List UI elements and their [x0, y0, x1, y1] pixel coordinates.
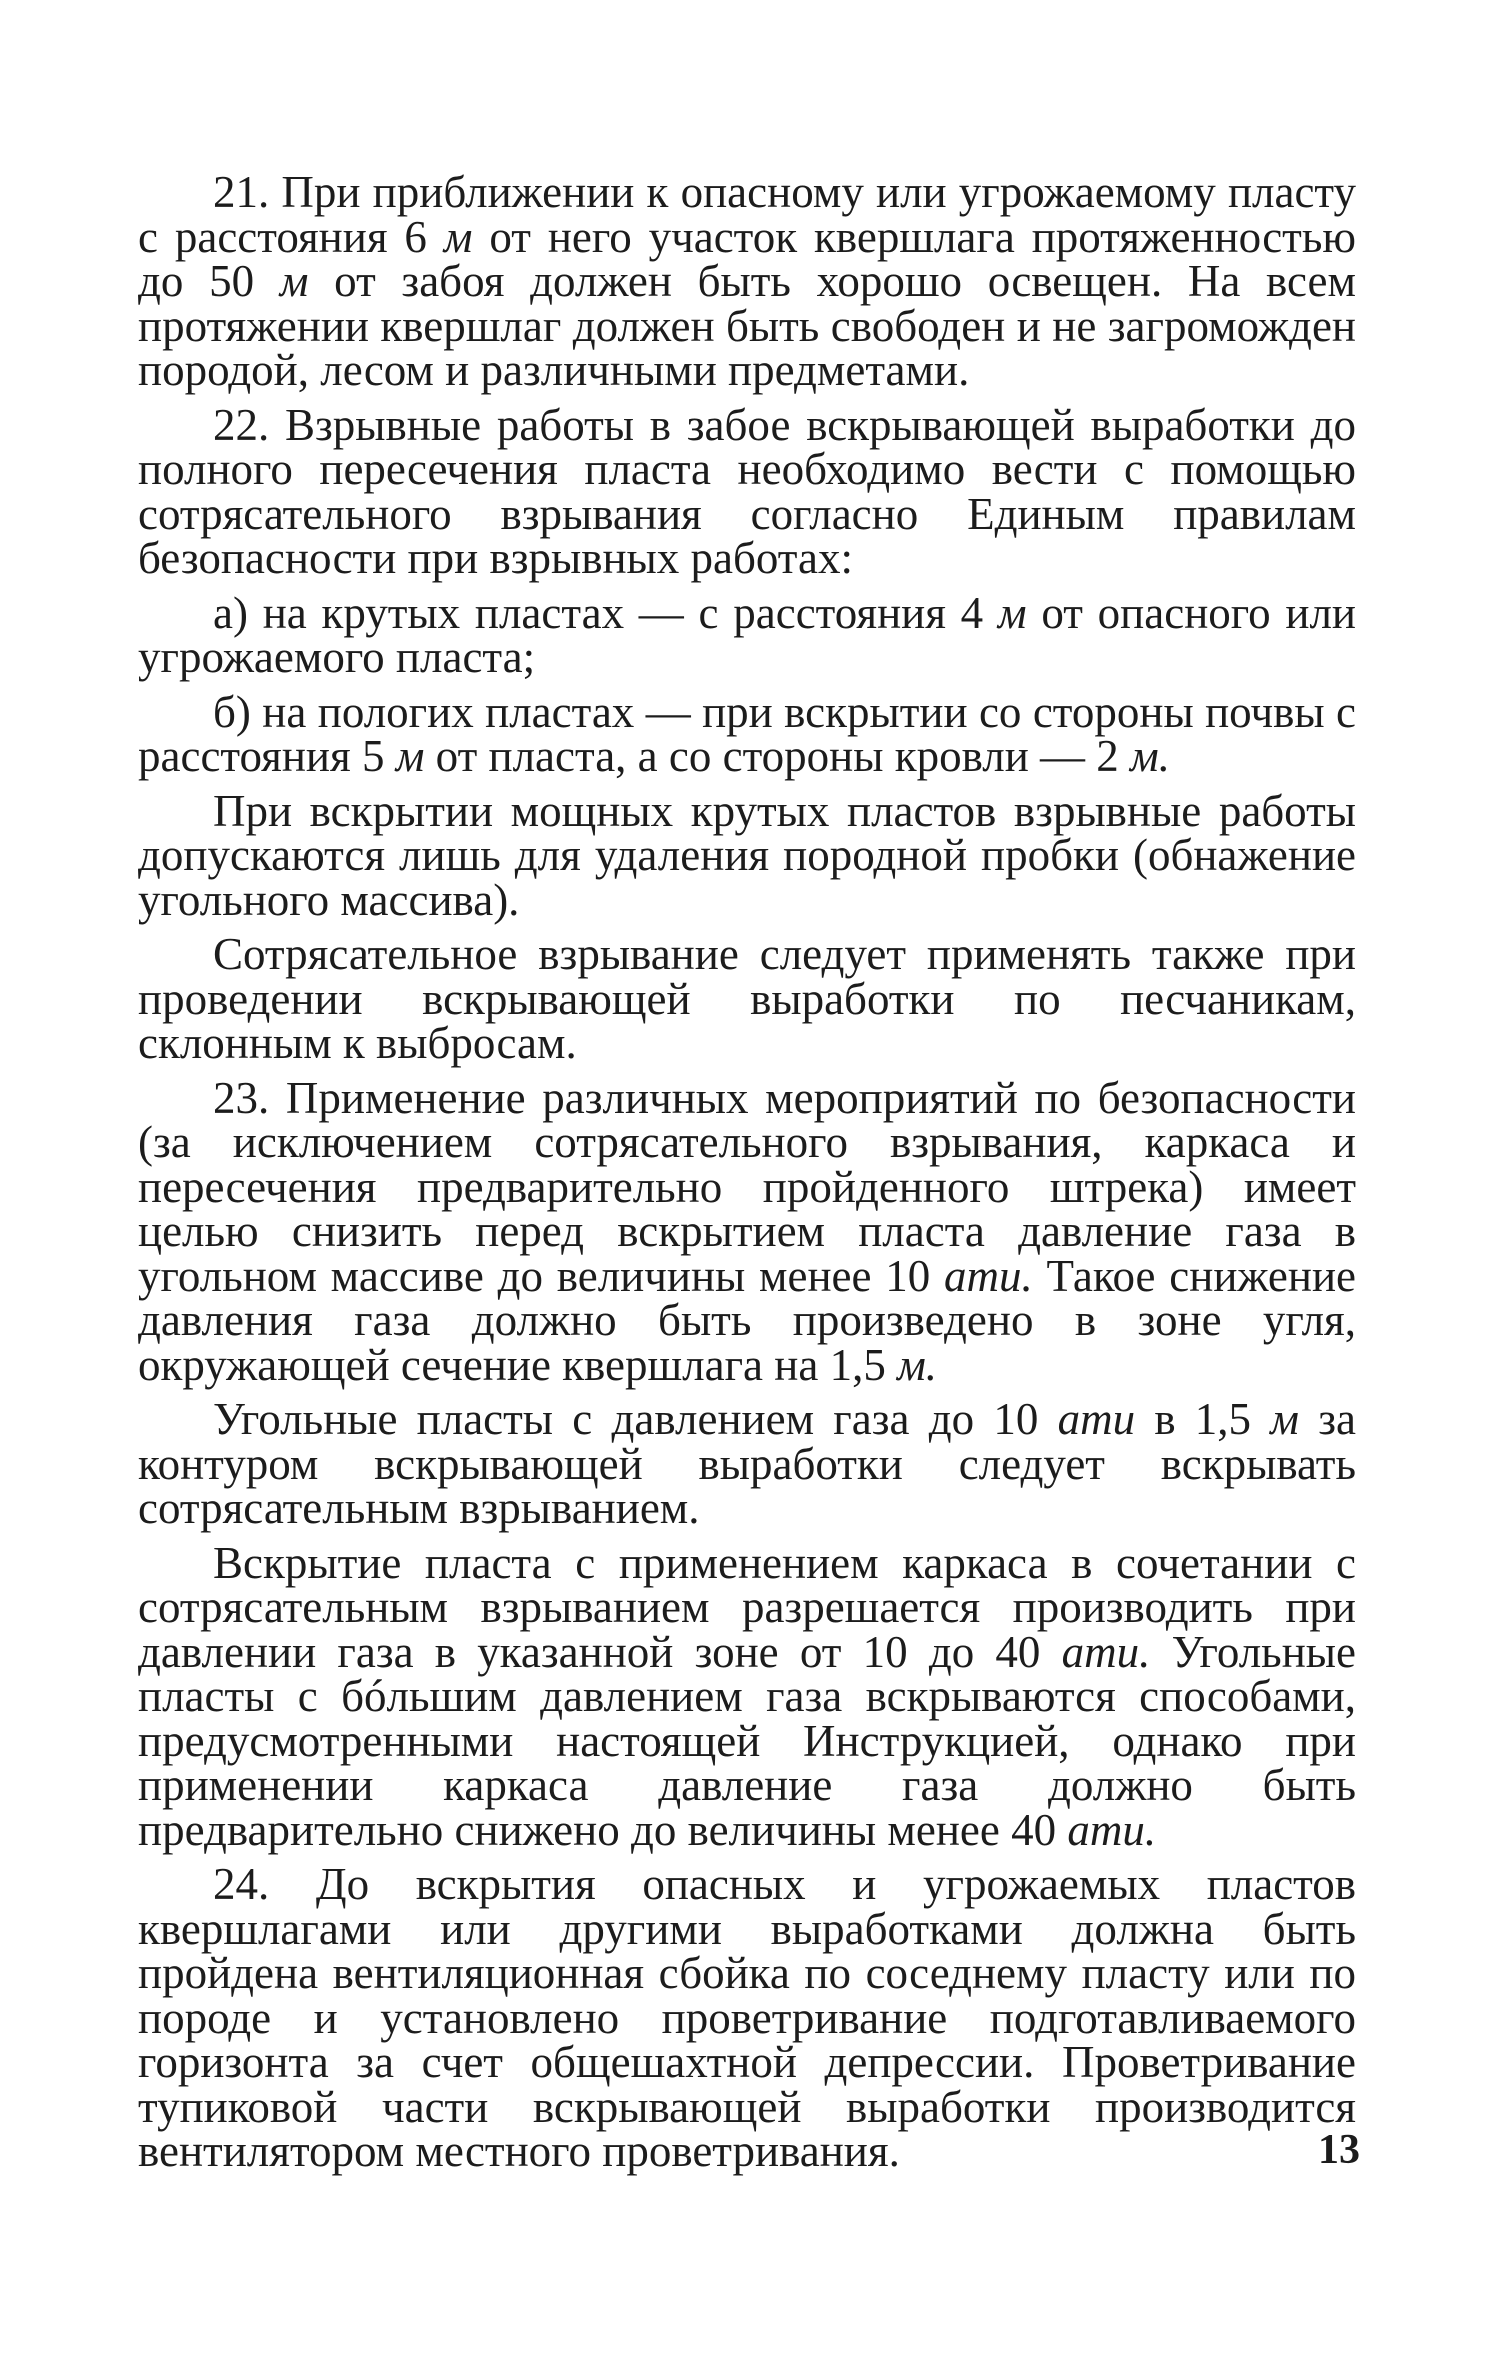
paragraph-24: 24. До вскрытия опасных и угрожаемых пластов квершлагами или другими выработками должна быть пройдена вентиляционная сбойка по соседнему пласту или по породе и установлено проветривание подготавливаемого горизонта за счет общешахтной депрессии. Проветривание тупиковой части вскрывающей выработки производится вентилятором местного проветривания.	[138, 1859, 1356, 2176]
unit-italic: м	[443, 211, 473, 262]
unit-italic: м	[997, 587, 1027, 638]
unit-italic: м	[279, 256, 309, 306]
paragraph-22-sandstone: Сотрясательное взрывание следует применять также при проведении вскрывающей выработки по песчаникам, склонным к выбросам.	[138, 929, 1356, 1068]
paragraph-21: 21. При приближении к опасному или угрожаемому пласту с расстояния 6 м от него участок квершлага протяженностью до 50 м от забоя должен быть хорошо освещен. На всем протяжении квершлаг должен быть свободен и не загроможден породой, лесом и различными предметами.	[138, 167, 1356, 395]
unit-italic: м.	[1130, 731, 1170, 781]
page-number: 13	[1318, 2127, 1360, 2173]
paragraph-22: 22. Взрывные работы в забое вскрывающей выработки до полного пересечения пласта необходимо вести с помощью сотрясательного взрывания согласно Единым правилам безопасности при взрывных работах:	[138, 399, 1356, 583]
paragraph-22-item-a: а) на крутых пластах — с расстояния 4 м от опасного или угрожаемого пласта;	[138, 587, 1356, 682]
paragraph-22-item-b: б) на пологих пластах — при вскрытии со стороны почвы с расстояния 5 м от пласта, а со стороны кровли — 2 м.	[138, 686, 1356, 781]
paragraph-23-gas-pressure: Угольные пласты с давлением газа до 10 ати в 1,5 м за контуром вскрывающей выработки следует вскрывать сотрясательным взрыванием.	[138, 1394, 1357, 1533]
unit-italic: ати.	[1061, 1626, 1151, 1677]
paragraph-23: 23. Применение различных мероприятий по безопасности (за исключением сотрясательного взрывания, каркаса и пересечения предварительно пройденного штрека) имеет целью снизить перед вскрытием пласта давление газа в угольном массиве до величины менее 10 ати. Такое снижение давления газа должно быть произведено в зоне угля, окружающей сечение квершлага на 1,5 м.	[138, 1072, 1357, 1390]
unit-italic: м.	[897, 1339, 938, 1390]
unit-italic: ати.	[944, 1250, 1033, 1301]
unit-italic: ати	[1057, 1394, 1136, 1444]
unit-italic: ати.	[1067, 1804, 1157, 1855]
unit-italic: м	[395, 731, 425, 781]
page-text	[138, 167, 1357, 2184]
paragraph-22-powerful-seams: При вскрытии мощных крутых пластов взрывные работы допускаются лишь для удаления породной пробки (обнажение угольного массива).	[138, 785, 1356, 925]
unit-italic: м	[1270, 1394, 1300, 1444]
paragraph-23-frame: Вскрытие пласта с применением каркаса в сочетании с сотрясательным взрыванием разрешается производить при давлении газа в указанной зоне от 10 до 40 ати. Угольные пласты с бóльшим давлением газа вскрываются способами, предусмотренными настоящей Инструкцией, однако при применении каркаса давление газа должно быть предварительно снижено до величины менее 40 ати.	[138, 1537, 1356, 1855]
